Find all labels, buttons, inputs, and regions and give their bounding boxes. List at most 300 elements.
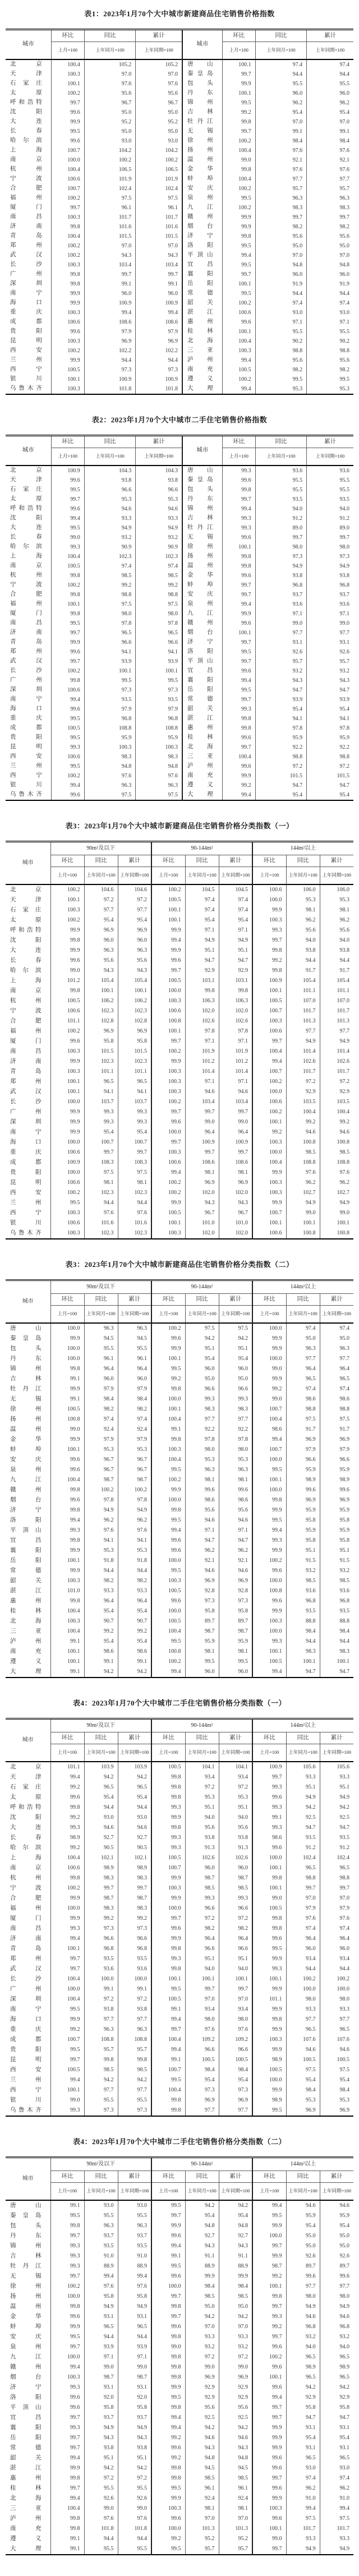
value-cell: 99.8 (51, 270, 84, 279)
value-cell: 100.1 (222, 89, 255, 98)
table-body (6, 466, 353, 800)
value-cell: 97.7 (118, 2085, 151, 2095)
value-cell: 100.8 (320, 1228, 353, 1239)
value-cell: 95.6 (307, 356, 353, 365)
table-row (6, 956, 353, 966)
value-cell: 99.5 (50, 2045, 84, 2055)
value-cell: 95.4 (118, 1606, 151, 1616)
value-cell: 98.1 (185, 1168, 219, 1178)
value-cell: 101.6 (136, 222, 182, 232)
value-cell: 96.5 (286, 1863, 320, 1873)
value-cell: 99.2 (252, 956, 286, 966)
value-cell: 99.3 (252, 1803, 286, 1813)
city-cell: 安庆 (182, 590, 222, 600)
value-cell: 94.6 (84, 504, 135, 514)
metric-label-累计: 累计 (136, 436, 182, 448)
table-row (6, 2221, 353, 2231)
value-cell: 98.5 (84, 571, 135, 580)
value-cell: 99.4 (222, 790, 255, 800)
table-header (6, 1280, 353, 1324)
value-cell: 100.0 (252, 1148, 286, 1158)
value-cell: 96.0 (320, 1944, 353, 1954)
value-cell: 92.7 (185, 2231, 219, 2241)
value-cell: 95.6 (84, 89, 135, 98)
value-cell: 99.8 (50, 2302, 84, 2312)
value-cell: 95.5 (84, 2095, 118, 2105)
value-cell: 100.0 (252, 1323, 286, 1334)
city-cell: 秦皇岛 (10, 1335, 42, 1342)
value-cell: 97.0 (255, 251, 306, 260)
value-cell: 100.3 (50, 1067, 84, 1077)
value-cell: 104.2 (136, 146, 182, 155)
value-cell: 99.4 (50, 1934, 84, 1944)
value-cell: 99.9 (151, 1485, 185, 1495)
value-cell: 94.3 (185, 2443, 219, 2453)
value-cell: 98.9 (84, 1863, 118, 1873)
value-cell: 99.6 (151, 1924, 185, 1934)
value-cell: 100.3 (252, 1616, 286, 1626)
value-cell: 98.0 (185, 2015, 219, 2025)
city-cell: 大理 (182, 384, 222, 394)
value-cell: 96.9 (84, 337, 135, 346)
value-cell: 100.2 (51, 89, 84, 98)
table-row (6, 2312, 353, 2322)
metric-base: 上年同月=100 (84, 1744, 118, 1762)
metric-base: 上年同月=100 (185, 1744, 219, 1762)
city-cell: 广州 (10, 271, 42, 278)
value-cell: 97.4 (185, 895, 219, 905)
value-cell: 102.4 (136, 184, 182, 193)
value-cell: 97.7 (320, 1026, 353, 1036)
value-cell: 99.6 (222, 476, 255, 485)
city-cell: 宜昌 (10, 2414, 42, 2421)
value-cell: 100.5 (50, 1404, 84, 1414)
value-cell: 100.5 (252, 2065, 286, 2075)
value-cell: 101.1 (118, 1067, 151, 1077)
value-cell: 101.5 (84, 1047, 118, 1057)
value-cell: 94.4 (307, 289, 353, 298)
value-cell: 99.3 (252, 1823, 286, 1833)
value-cell: 96.4 (320, 1934, 353, 1944)
value-cell: 90.5 (118, 1843, 151, 1853)
value-cell: 99.5 (151, 2200, 185, 2211)
value-cell: 96.9 (286, 2105, 320, 2116)
value-cell: 99.8 (50, 2514, 84, 2524)
city-cell: 长春 (10, 128, 42, 135)
city-cell: 唐山 (182, 59, 222, 70)
metric-label-累计: 累计 (118, 855, 151, 867)
value-cell: 94.7 (307, 781, 353, 790)
city-cell: 泉州 (10, 1466, 42, 1473)
value-cell: 99.7 (50, 1954, 84, 1964)
city-cell: 武汉 (10, 658, 42, 665)
value-cell: 100.3 (50, 1208, 84, 1218)
value-cell: 107.6 (286, 2035, 320, 2045)
city-cell: 哈尔滨 (10, 543, 42, 550)
value-cell: 95.5 (118, 2211, 151, 2221)
value-cell: 95.6 (185, 1823, 219, 1833)
value-cell: 100.0 (50, 1323, 84, 1334)
value-cell: 100.3 (151, 1228, 185, 1239)
city-cell: 济南 (10, 1058, 42, 1064)
value-cell: 99.9 (151, 2383, 185, 2393)
table-row (6, 1596, 353, 1606)
table4a-table (6, 1718, 353, 2117)
value-cell: 93.7 (84, 2231, 118, 2241)
value-cell: 99.7 (307, 533, 353, 542)
value-cell: 101.4 (320, 1047, 353, 1057)
value-cell: 99.8 (51, 590, 84, 600)
value-cell: 100.5 (219, 2055, 252, 2065)
value-cell: 96.9 (136, 337, 182, 346)
metric-base: 上年同月=100 (286, 1744, 320, 1762)
city-cell: 合肥 (10, 591, 42, 598)
value-cell: 99.4 (51, 695, 84, 704)
value-cell: 99.3 (252, 1964, 286, 1974)
metric-base: 上年同期=100 (118, 867, 151, 885)
value-cell: 99.5 (222, 260, 255, 270)
value-cell: 99.8 (151, 2463, 185, 2473)
value-cell: 98.1 (219, 1168, 252, 1178)
value-cell: 99.0 (219, 2362, 252, 2372)
value-cell: 100.2 (286, 1974, 320, 1984)
value-cell: 100.1 (151, 1404, 185, 1414)
value-cell: 96.9 (219, 2372, 252, 2383)
value-cell: 97.4 (219, 895, 252, 905)
value-cell: 101.3 (286, 1016, 320, 1026)
metric-base: 上月=100 (51, 448, 84, 466)
city-cell: 广州 (10, 1985, 42, 1992)
value-cell: 96.0 (286, 1944, 320, 1954)
value-cell: 94.7 (255, 781, 306, 790)
table-row (6, 996, 353, 1006)
value-cell: 99.1 (307, 127, 353, 136)
value-cell: 99.8 (118, 2055, 151, 2065)
metric-label-累计: 累计 (118, 2171, 151, 2183)
metric-label-环比: 环比 (151, 1294, 185, 1306)
value-cell: 94.6 (185, 1566, 219, 1576)
value-cell: 92.8 (185, 1586, 219, 1596)
value-cell: 95.3 (219, 1455, 252, 1465)
value-cell: 100.0 (151, 1127, 185, 1137)
value-cell: 95.3 (185, 1792, 219, 1803)
city-cell: 北海 (10, 1618, 42, 1624)
value-cell: 95.0 (219, 2302, 252, 2312)
city-cell: 平顶山 (10, 2404, 42, 2411)
value-cell: 99.7 (84, 1148, 118, 1158)
value-cell: 100.1 (219, 1974, 252, 1984)
metric-base: 上月=100 (252, 1306, 286, 1324)
value-cell: 100.7 (50, 2035, 84, 2045)
value-cell: 94.4 (118, 1198, 151, 1208)
city-cell: 无锡 (182, 533, 222, 542)
value-cell: 99.8 (252, 1495, 286, 1505)
city-cell: 洛阳 (182, 647, 222, 657)
value-cell: 97.9 (84, 704, 135, 714)
size-group-header: 144m²以上 (252, 2158, 353, 2171)
city-cell: 平顶山 (10, 1527, 42, 1533)
value-cell: 95.1 (185, 1803, 219, 1813)
table-row (6, 533, 353, 542)
value-cell: 99.5 (151, 1515, 185, 1526)
value-cell: 93.2 (185, 2342, 219, 2352)
value-cell: 97.2 (307, 762, 353, 771)
value-cell: 98.6 (252, 1425, 286, 1435)
value-cell: 93.1 (118, 2383, 151, 2393)
value-cell: 98.3 (286, 1647, 320, 1657)
value-cell: 91.0 (118, 2251, 151, 2261)
header-row-bases (6, 448, 353, 466)
value-cell: 101.7 (286, 1067, 320, 1077)
value-cell: 100.3 (50, 1228, 84, 1239)
value-cell: 96.4 (219, 1127, 252, 1137)
value-cell: 98.5 (286, 1576, 320, 1586)
city-cell: 武汉 (10, 252, 42, 259)
value-cell: 99.7 (50, 2055, 84, 2065)
value-cell: 97.1 (185, 1036, 219, 1047)
city-cell: 长春 (10, 534, 42, 541)
value-cell: 96.8 (320, 1596, 353, 1606)
value-cell: 98.1 (185, 1475, 219, 1485)
value-cell: 100.7 (252, 1445, 286, 1455)
metric-label-累计: 累计 (320, 2171, 353, 2183)
value-cell: 99.6 (50, 1036, 84, 1047)
value-cell: 99.8 (50, 986, 84, 996)
value-cell: 99.8 (151, 1944, 185, 1954)
value-cell: 98.1 (84, 1178, 118, 1188)
value-cell: 98.3 (118, 1873, 151, 1883)
value-cell: 98.1 (118, 1178, 151, 1188)
table-row (6, 590, 353, 600)
value-cell: 93.2 (219, 2342, 252, 2352)
table-row (6, 1576, 353, 1586)
value-cell: 98.2 (255, 222, 306, 232)
value-cell: 97.1 (307, 609, 353, 619)
value-cell: 94.4 (84, 1566, 118, 1576)
value-cell: 101.7 (320, 2524, 353, 2534)
value-cell: 94.3 (185, 1198, 219, 1208)
value-cell: 93.8 (307, 571, 353, 580)
value-cell: 93.6 (307, 600, 353, 609)
value-cell: 96.0 (219, 1863, 252, 1873)
value-cell: 94.8 (84, 762, 135, 771)
value-cell: 100.4 (252, 1158, 286, 1168)
table3a-table (6, 841, 353, 1239)
value-cell: 97.6 (84, 2282, 118, 2292)
value-cell: 94.4 (320, 956, 353, 966)
value-cell: 93.5 (84, 695, 135, 704)
value-cell: 95.3 (307, 384, 353, 394)
value-cell: 103.9 (84, 1762, 118, 1772)
value-cell: 100.2 (51, 251, 84, 260)
table-row (6, 1057, 353, 1067)
table-row (6, 98, 353, 108)
value-cell: 93.6 (286, 1586, 320, 1596)
table-header (6, 2158, 353, 2201)
value-cell: 99.7 (252, 1772, 286, 1782)
city-cell: 南昌 (10, 620, 42, 626)
city-cell: 济宁 (182, 638, 222, 647)
city-cell: 赣州 (182, 213, 222, 222)
value-cell: 100.7 (84, 1137, 118, 1148)
value-cell: 98.8 (307, 752, 353, 762)
value-cell: 98.0 (320, 2292, 353, 2302)
metric-base: 上月=100 (151, 1744, 185, 1762)
metric-base: 上年同月=100 (286, 867, 320, 885)
value-cell: 102.0 (185, 1228, 219, 1239)
value-cell: 99.5 (222, 647, 255, 657)
value-cell: 100.2 (222, 136, 255, 146)
value-cell: 99.6 (51, 790, 84, 800)
table-row (6, 666, 353, 676)
value-cell: 97.1 (84, 2352, 118, 2362)
value-cell: 94.3 (219, 2443, 252, 2453)
value-cell: 100.0 (151, 1394, 185, 1404)
value-cell: 95.5 (255, 485, 306, 495)
value-cell: 95.5 (118, 1344, 151, 1354)
value-cell: 102.7 (286, 1188, 320, 1198)
value-cell: 95.4 (307, 790, 353, 800)
value-cell: 101.9 (185, 1047, 219, 1057)
value-cell: 99.4 (252, 2393, 286, 2403)
metric-base: 上年同月=100 (84, 867, 118, 885)
value-cell: 99.7 (222, 495, 255, 504)
value-cell: 100.1 (151, 1974, 185, 1984)
value-cell: 95.4 (307, 704, 353, 714)
value-cell: 99.4 (50, 1515, 84, 1526)
value-cell: 99.5 (51, 619, 84, 628)
value-cell: 107.0 (286, 996, 320, 1006)
value-cell: 94.3 (255, 676, 306, 685)
value-cell: 100.2 (84, 1485, 118, 1495)
value-cell: 100.0 (50, 2352, 84, 2362)
value-cell: 99.4 (286, 2504, 320, 2514)
value-cell: 101.0 (185, 1218, 219, 1228)
city-cell: 西安 (10, 753, 42, 760)
value-cell: 94.3 (84, 2433, 118, 2443)
table-title: 表3：2023年1月70个大中城市新建商品住宅销售价格分类指数（二） (65, 1260, 294, 1269)
city-cell: 武汉 (10, 1088, 42, 1095)
value-cell: 97.5 (84, 790, 135, 800)
value-cell: 101.9 (84, 174, 135, 184)
value-cell: 95.8 (118, 1036, 151, 1047)
table-row (6, 2055, 353, 2065)
table-row (6, 2443, 353, 2453)
value-cell: 100.0 (252, 1853, 286, 1863)
city-cell: 重庆 (10, 2026, 42, 2033)
value-cell: 97.6 (185, 2025, 219, 2035)
value-cell: 94.7 (219, 1536, 252, 1546)
value-cell: 90.7 (84, 1616, 118, 1626)
table-row (6, 1228, 353, 1239)
value-cell: 99.3 (185, 1394, 219, 1404)
city-cell: 大连 (10, 524, 42, 531)
value-cell: 100.6 (151, 1006, 185, 1016)
city-cell: 乌鲁木齐 (10, 2107, 42, 2113)
value-cell: 94.5 (118, 1334, 151, 1344)
value-cell: 95.9 (286, 1526, 320, 1536)
value-cell: 102.3 (84, 552, 135, 561)
city-column-header: 城市 (182, 30, 222, 60)
table-row (6, 1515, 353, 1526)
value-cell: 97.9 (118, 1384, 151, 1394)
city-cell: 太原 (10, 1794, 42, 1800)
city-cell: 襄阳 (182, 270, 222, 279)
value-cell: 96.7 (84, 1465, 118, 1475)
value-cell: 98.4 (286, 2085, 320, 2095)
metric-label-累计: 累计 (320, 855, 353, 867)
value-cell: 99.7 (185, 1148, 219, 1158)
value-cell: 100.6 (151, 1158, 185, 1168)
value-cell: 96.0 (185, 1667, 219, 1678)
value-cell: 99.9 (252, 1168, 286, 1178)
value-cell: 99.7 (50, 1964, 84, 1974)
value-cell: 97.9 (136, 327, 182, 337)
value-cell: 94.4 (307, 70, 353, 79)
table-row (6, 986, 353, 996)
value-cell: 97.9 (84, 1384, 118, 1394)
city-cell: 金华 (10, 2313, 42, 2320)
table-row (6, 117, 353, 127)
value-cell: 99.2 (222, 108, 255, 117)
value-cell: 100.0 (252, 1354, 286, 1364)
value-cell: 98.5 (84, 2065, 118, 2075)
city-column-header: 城市 (6, 436, 51, 466)
value-cell: 95.0 (136, 108, 182, 117)
table2-table (6, 435, 353, 801)
value-cell: 100.1 (222, 59, 255, 70)
value-cell: 99.7 (151, 2292, 185, 2302)
value-cell: 99.6 (151, 1117, 185, 1127)
value-cell: 91.5 (286, 1556, 320, 1566)
value-cell: 93.5 (84, 2241, 118, 2251)
value-cell: 97.0 (307, 117, 353, 127)
city-cell: 成都 (10, 2036, 42, 2043)
value-cell: 93.4 (286, 1954, 320, 1964)
value-cell: 99.2 (252, 1384, 286, 1394)
value-cell: 93.5 (320, 1833, 353, 1843)
city-cell: 常德 (10, 2444, 42, 2451)
value-cell: 94.2 (219, 2200, 252, 2211)
value-cell: 96.6 (185, 1384, 219, 1394)
value-cell: 100.0 (252, 1455, 286, 1465)
value-cell: 97.6 (84, 79, 135, 89)
value-cell: 100.9 (252, 976, 286, 986)
value-cell: 99.4 (151, 2241, 185, 2251)
table4b-table (6, 2156, 353, 2555)
value-cell: 100.1 (252, 986, 286, 996)
value-cell: 100.2 (151, 1178, 185, 1188)
value-cell: 99.9 (222, 609, 255, 619)
value-cell: 93.4 (219, 2004, 252, 2015)
city-cell: 蚌埠 (182, 580, 222, 590)
value-cell: 102.4 (286, 1853, 320, 1863)
value-cell: 99.4 (50, 2453, 84, 2463)
value-cell: 99.4 (252, 1435, 286, 1445)
table-row (6, 1657, 353, 1667)
value-cell: 95.0 (219, 1374, 252, 1384)
metric-base: 上年同期=100 (219, 2183, 252, 2201)
city-cell: 济南 (10, 1935, 42, 1942)
metric-base: 上年同月=100 (84, 2183, 118, 2201)
table-row (6, 260, 353, 270)
table-row (6, 915, 353, 925)
value-cell: 96.3 (118, 2221, 151, 2231)
value-cell: 96.3 (118, 2025, 151, 2035)
value-cell: 99.4 (50, 1772, 84, 1782)
value-cell: 99.6 (151, 1536, 185, 1546)
value-cell: 97.0 (136, 70, 182, 79)
